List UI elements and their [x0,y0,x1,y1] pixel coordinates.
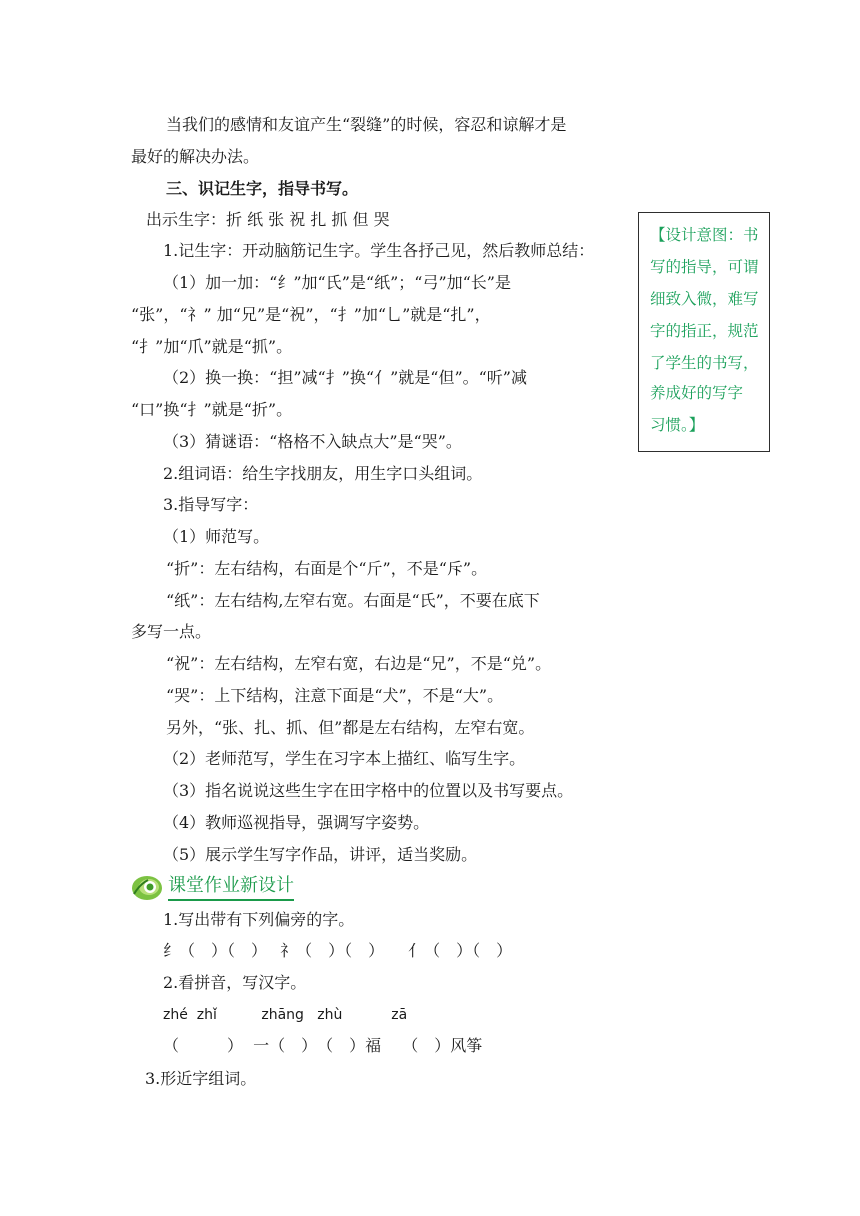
body-line-12: 2.组词语：给生字找朋友，用生字口头组词。 [163,464,483,483]
body-line-17: 多写一点。 [131,622,212,641]
body-line-11: （3）猜谜语：“格格不入缺点大”是“哭”。 [163,432,462,451]
homework-line-3: 2.看拼音，写汉字。 [163,973,307,992]
section-title: 课堂作业新设计 [168,874,294,901]
body-line-7: “张”，“礻” 加“兄”是“祝”，“扌”加“乚”就是“扎”， [131,305,491,324]
homework-line-2: 纟（ ）（ ） 礻（ ）（ ） 亻（ ）（ ） [163,941,513,960]
design-intent-line-1: 【设计意图：书 [650,226,759,244]
body-line-13: 3.指导写字： [163,495,259,514]
body-line-22: （3）指名说说这些生字在田字格中的位置以及书写要点。 [163,781,574,800]
homework-line-5: （ ） 一（ ） （ ）福 （ ）风筝 [163,1036,483,1055]
body-line-24: （5）展示学生写字作品，讲评，适当奖励。 [163,845,478,864]
body-line-10: “口”换“扌”就是“折”。 [131,400,293,419]
design-intent-line-4: 字的指正，规范 [650,322,759,340]
design-intent-line-2: 写的指导，可谓 [650,258,759,276]
body-line-14: （1）师范写。 [163,527,270,546]
body-line-9: （2）换一换：“担”减“扌”换“亻”就是“但”。“听”减 [163,368,527,387]
body-line-16: “纸”：左右结构,左窄右宽。右面是“氏”，不要在底下 [166,591,540,610]
body-line-1: 当我们的感情和友谊产生“裂缝”的时候，容忍和谅解才是 [166,115,567,134]
design-intent-line-3: 细致入微，难写 [650,290,759,308]
homework-line-1: 1.写出带有下列偏旁的字。 [163,910,355,929]
body-line-19: “哭”：上下结构，注意下面是“犬”，不是“大”。 [166,686,504,705]
body-line-18: “祝”：左右结构，左窄右宽，右边是“兄”，不是“兑”。 [166,654,552,673]
body-line-8: “扌”加“爪”就是“抓”。 [131,337,293,356]
homework-line-6: 3.形近字组词。 [145,1069,257,1088]
body-line-23: （4）教师巡视指导，强调写字姿势。 [163,813,430,832]
leaf-icon [130,872,164,902]
body-line-21: （2）老师范写，学生在习字本上描红、临写生字。 [163,749,526,768]
body-line-5: 1.记生字：开动脑筋记生字。学生各抒己见，然后教师总结： [163,241,595,260]
body-line-2: 最好的解决办法。 [131,147,260,166]
design-intent-line-7: 习惯。】 [650,416,705,434]
show-characters-line: 出示生字：折 纸 张 祝 扎 抓 但 哭 [146,210,390,229]
design-intent-line-5: 了学生的书写， [650,354,759,372]
design-intent-line-6: 养成好的写字 [650,384,744,402]
homework-pinyin-line: zhé zhǐ zhāng zhù zā [163,1007,408,1023]
body-line-6: （1）加一加：“纟”加“氏”是“纸”；“弓”加“长”是 [163,273,511,292]
body-line-15: “折”：左右结构，右面是个“斤”，不是“斥”。 [166,559,488,578]
section-heading-3: 三、识记生字，指导书写。 [166,179,359,198]
body-line-20: 另外，“张、扎、抓、但”都是左右结构，左窄右宽。 [166,718,535,737]
